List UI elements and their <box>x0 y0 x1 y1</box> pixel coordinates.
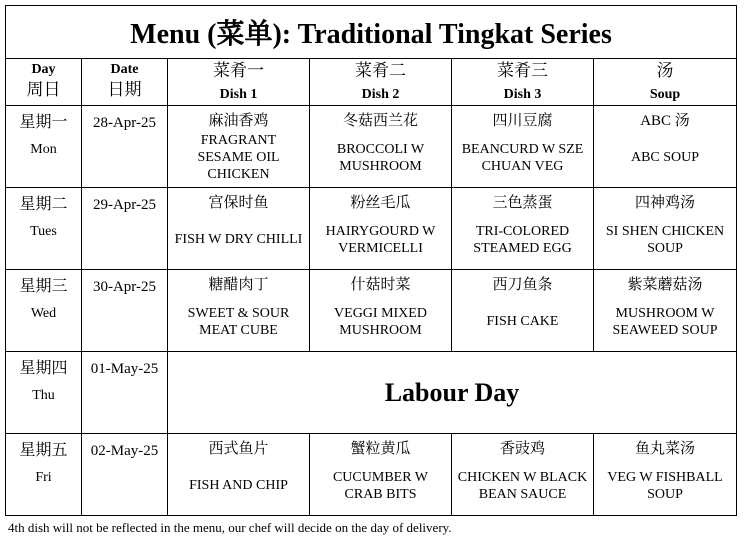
dish-cell: 粉丝毛瓜 HAIRYGOURD W VERMICELLI <box>310 188 452 270</box>
day-cell: 星期一 Mon <box>6 106 82 188</box>
footnote: 4th dish will not be reflected in the menu, our chef will decide on the day of delivery. <box>8 520 452 535</box>
soup-cell: 紫菜蘑菇汤 MUSHROOM W SEAWEED SOUP <box>594 270 737 352</box>
dish-cell: 西刀鱼条 FISH CAKE <box>452 270 594 352</box>
table-row <box>6 188 737 270</box>
menu-table <box>5 5 737 516</box>
soup-cell: 四神鸡汤 SI SHEN CHICKEN SOUP <box>594 188 737 270</box>
dish-cell: 三色蒸蛋 TRI-COLORED STEAMED EGG <box>452 188 594 270</box>
header-day: Day 周日 <box>6 59 82 106</box>
table-row <box>6 434 737 516</box>
table-row <box>6 270 737 352</box>
date-cell: 28-Apr-25 <box>82 106 168 188</box>
menu-title: Menu (菜单): Traditional Tingkat Series <box>6 6 737 59</box>
day-cell: 星期二 Tues <box>6 188 82 270</box>
holiday-cell: Labour Day <box>168 352 737 434</box>
header-soup: 汤 Soup <box>594 59 737 106</box>
date-cell: 29-Apr-25 <box>82 188 168 270</box>
header-date: Date 日期 <box>82 59 168 106</box>
header-dish-1: 菜肴一 Dish 1 <box>168 59 310 106</box>
dish-cell: 什菇时菜 VEGGI MIXED MUSHROOM <box>310 270 452 352</box>
dish-cell: 冬菇西兰花 BROCCOLI W MUSHROOM <box>310 106 452 188</box>
soup-cell: ABC 汤 ABC SOUP <box>594 106 737 188</box>
dish-cell: 西式鱼片 FISH AND CHIP <box>168 434 310 516</box>
dish-cell: 宫保时鱼 FISH W DRY CHILLI <box>168 188 310 270</box>
header-row <box>6 59 737 106</box>
day-cell: 星期五 Fri <box>6 434 82 516</box>
dish-cell: 麻油香鸡 FRAGRANT SESAME OIL CHICKEN <box>168 106 310 188</box>
dish-cell: 糖醋肉丁 SWEET & SOUR MEAT CUBE <box>168 270 310 352</box>
table-row <box>6 352 737 434</box>
dish-cell: 四川豆腐 BEANCURD W SZE CHUAN VEG <box>452 106 594 188</box>
header-dish-3: 菜肴三 Dish 3 <box>452 59 594 106</box>
date-cell: 30-Apr-25 <box>82 270 168 352</box>
date-cell: 02-May-25 <box>82 434 168 516</box>
header-dish-2: 菜肴二 Dish 2 <box>310 59 452 106</box>
table-row <box>6 106 737 188</box>
day-cell: 星期三 Wed <box>6 270 82 352</box>
dish-cell: 香豉鸡 CHICKEN W BLACK BEAN SAUCE <box>452 434 594 516</box>
soup-cell: 鱼丸菜汤 VEG W FISHBALL SOUP <box>594 434 737 516</box>
date-cell: 01-May-25 <box>82 352 168 434</box>
day-cell: 星期四 Thu <box>6 352 82 434</box>
dish-cell: 蟹粒黄瓜 CUCUMBER W CRAB BITS <box>310 434 452 516</box>
